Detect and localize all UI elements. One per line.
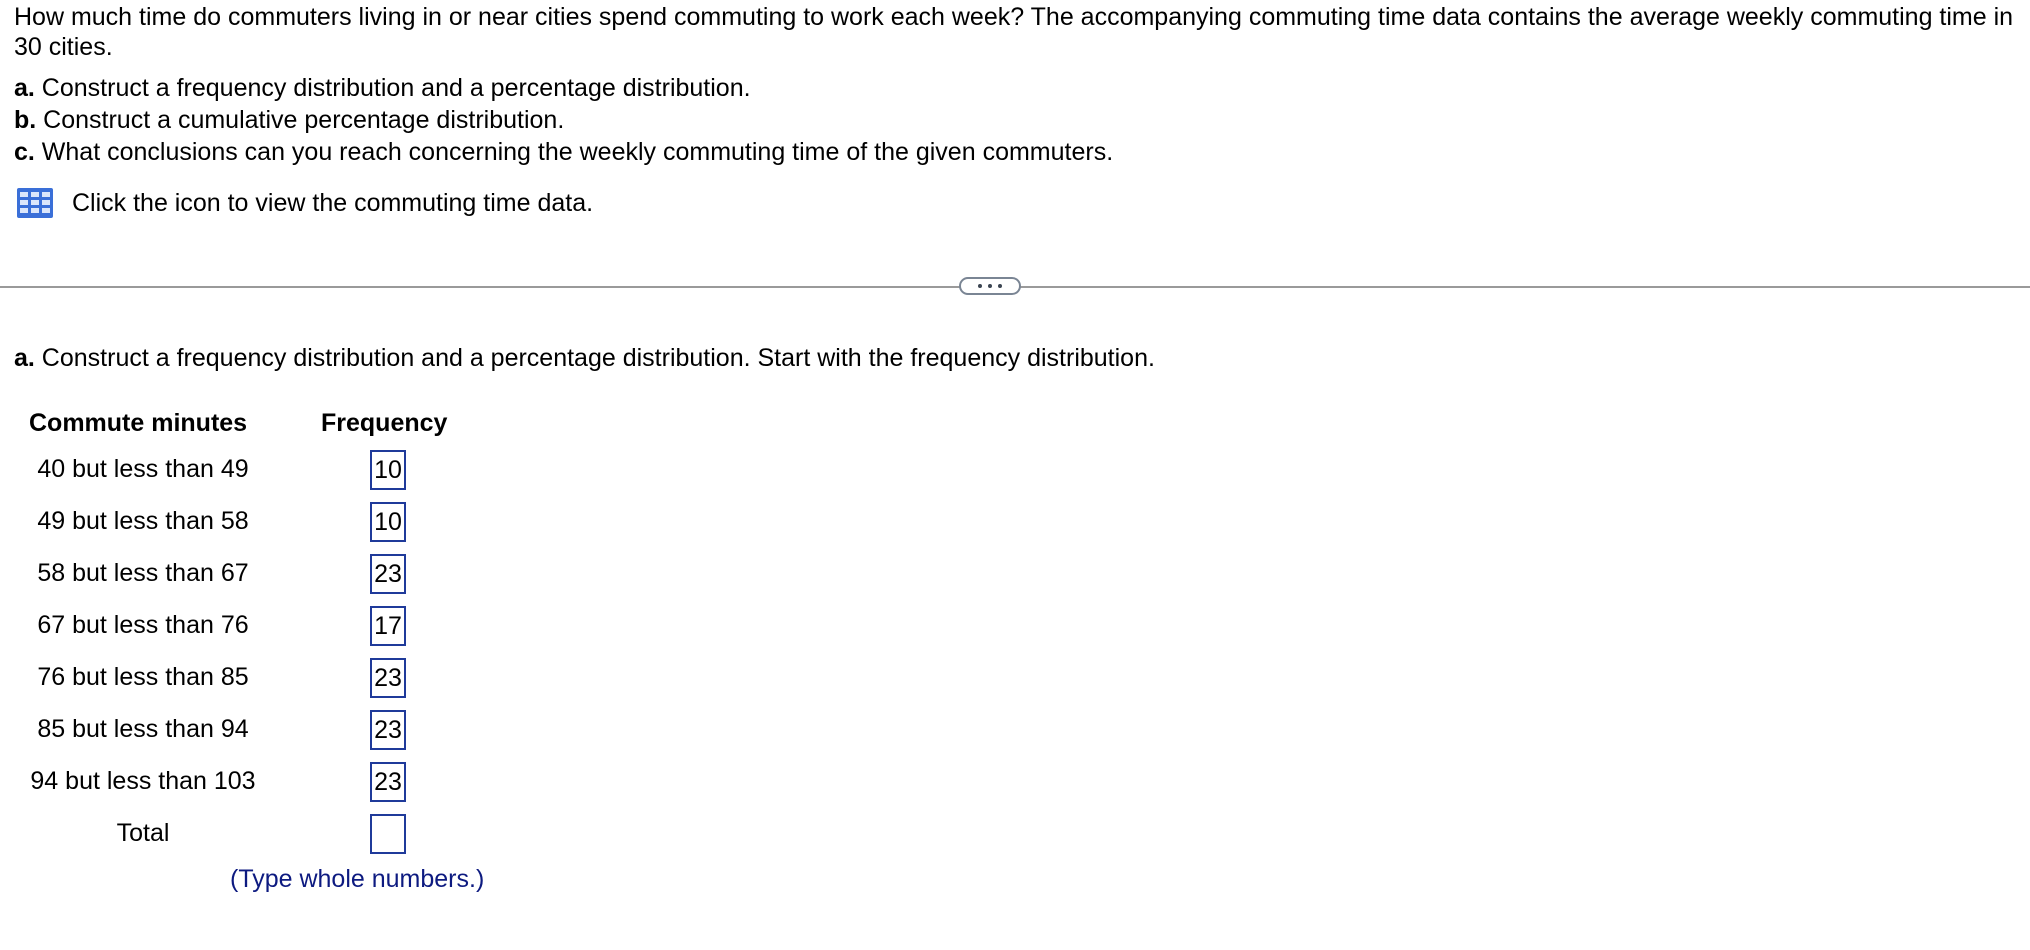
table-icon[interactable] — [16, 187, 54, 219]
part-b-letter: b. — [14, 106, 37, 134]
row-label: 94 but less than 103 — [30, 767, 256, 795]
row-label: 49 but less than 58 — [37, 507, 249, 535]
total-label: Total — [116, 819, 170, 847]
row-label: 58 but less than 67 — [37, 559, 249, 587]
part-a-prompt-text: Construct a frequency distribution and a percentage distribution. Start with the frequency distribution. — [34, 344, 1155, 372]
header-commute-minutes: Commute minutes — [29, 409, 248, 437]
row-label: 67 but less than 76 — [37, 611, 249, 639]
frequency-input[interactable] — [370, 762, 406, 802]
part-c-letter: c. — [14, 138, 35, 166]
frequency-input[interactable] — [370, 502, 406, 542]
part-a-text: Construct a frequency distribution and a percentage distribution. — [34, 74, 751, 102]
part-c-text: What conclusions can you reach concerning the weekly commuting time of the given commuters. — [34, 138, 1114, 166]
question-part-a — [14, 73, 751, 103]
part-b-text: Construct a cumulative percentage distribution. — [36, 106, 565, 134]
frequency-input[interactable] — [370, 658, 406, 698]
row-label: 85 but less than 94 — [37, 715, 249, 743]
question-part-b — [14, 105, 564, 135]
frequency-input[interactable] — [370, 554, 406, 594]
row-label: 40 but less than 49 — [37, 455, 249, 483]
frequency-input[interactable] — [370, 606, 406, 646]
data-link — [16, 187, 593, 219]
header-frequency: Frequency — [321, 409, 448, 437]
ellipsis-icon[interactable] — [959, 277, 1021, 295]
part-a-prompt — [14, 343, 1155, 373]
question-part-c — [14, 137, 1113, 167]
question-intro: How much time do commuters living in or near cities spend commuting to work each week? The accompanying commuting time data contains the average weekly commuting time in 30 cities. — [14, 3, 2014, 61]
row-label: 76 but less than 85 — [37, 663, 249, 691]
part-a-letter: a. — [14, 74, 35, 102]
input-hint: (Type whole numbers.) — [230, 865, 485, 893]
part-a-prompt-letter: a. — [14, 344, 35, 372]
frequency-input[interactable] — [370, 710, 406, 750]
total-input[interactable] — [370, 814, 406, 854]
data-link-text: Click the icon to view the commuting time data. — [72, 188, 594, 217]
frequency-input[interactable] — [370, 450, 406, 490]
